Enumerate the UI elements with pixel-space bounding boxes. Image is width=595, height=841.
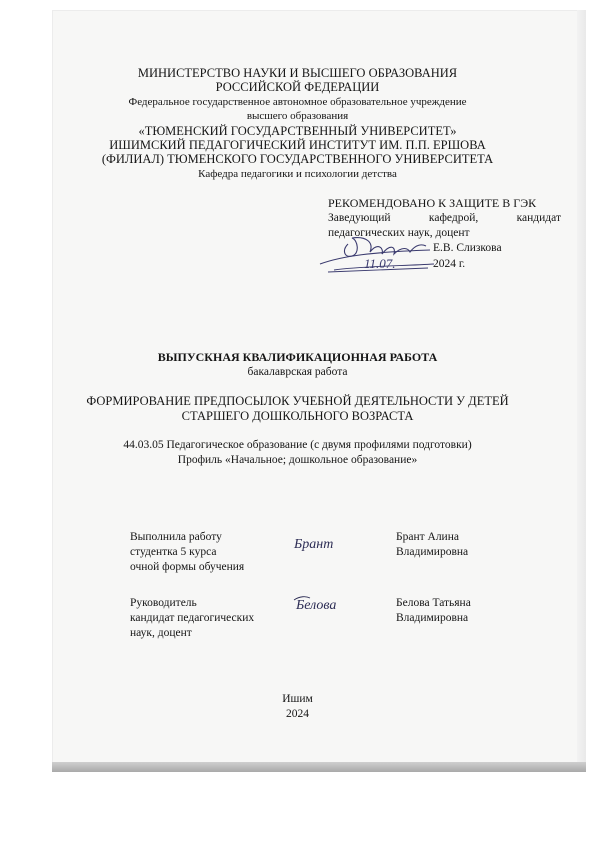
- approval-year: 2024 г.: [433, 258, 466, 270]
- scan-bottom-edge: [52, 762, 586, 772]
- city: Ишим: [282, 693, 313, 705]
- topic-line-2: СТАРШЕГО ДОШКОЛЬНОГО ВОЗРАСТА: [181, 409, 414, 423]
- education-level: высшего образования: [246, 110, 349, 122]
- year: 2024: [286, 708, 309, 720]
- supervisor-signature-icon: [292, 592, 370, 618]
- supervisor-role-3: наук, доцент: [130, 627, 192, 639]
- date-handwritten-icon: [322, 252, 434, 276]
- work-type: бакалаврская работа: [247, 366, 348, 378]
- student-name-2: Владимировна: [396, 546, 469, 558]
- study-direction: 44.03.05 Педагогическое образование (с двумя профилями подготовки): [123, 439, 472, 451]
- approval-word-1: Заведующий: [328, 212, 391, 224]
- approval-title: РЕКОМЕНДОВАНО К ЗАЩИТЕ В ГЭК: [328, 196, 537, 210]
- approval-position-line: [328, 211, 561, 226]
- student-name-1: Брант Алина: [396, 531, 459, 543]
- student-signature-text: Брант: [294, 537, 334, 552]
- approval-word-3: кандидат: [516, 212, 561, 224]
- institute-name: ИШИМСКИЙ ПЕДАГОГИЧЕСКИЙ ИНСТИТУТ ИМ. П.П. ЕРШОВА: [109, 138, 486, 152]
- institution-type: Федеральное государственное автономное образовательное учреждение: [128, 96, 467, 108]
- student-role-2: студентка 5 курса: [130, 546, 217, 558]
- approval-signer: Е.В. Слизкова: [433, 242, 502, 254]
- department-name: Кафедра педагогики и психологии детства: [198, 168, 397, 180]
- approval-word-2: кафедрой,: [428, 212, 479, 224]
- student-role-3: очной формы обучения: [130, 561, 245, 573]
- approval-degree: педагогических наук, доцент: [328, 227, 470, 239]
- supervisor-name-2: Владимировна: [396, 612, 469, 624]
- topic-line-1: ФОРМИРОВАНИЕ ПРЕДПОСЫЛОК УЧЕБНОЙ ДЕЯТЕЛЬНОСТИ У ДЕТЕЙ: [86, 394, 509, 408]
- supervisor-signature-text: Белова: [296, 598, 337, 613]
- ministry-line-2: РОССИЙСКОЙ ФЕДЕРАЦИИ: [215, 80, 380, 94]
- branch-name: (ФИЛИАЛ) ТЮМЕНСКОГО ГОСУДАРСТВЕННОГО УНИВЕРСИТЕТА: [101, 152, 494, 166]
- university-name: «ТЮМЕНСКИЙ ГОСУДАРСТВЕННЫЙ УНИВЕРСИТЕТ»: [138, 124, 457, 138]
- approval-date-handwritten: 11.07.: [364, 256, 396, 271]
- student-role-1: Выполнила работу: [130, 531, 222, 543]
- supervisor-role-2: кандидат педагогических: [130, 612, 255, 624]
- student-signature-icon: [292, 530, 352, 558]
- work-title: ВЫПУСКНАЯ КВАЛИФИКАЦИОННАЯ РАБОТА: [157, 350, 438, 364]
- supervisor-role-1: Руководитель: [130, 597, 197, 609]
- ministry-line-1: МИНИСТЕРСТВО НАУКИ И ВЫСШЕГО ОБРАЗОВАНИЯ: [137, 66, 458, 80]
- supervisor-name-1: Белова Татьяна: [396, 597, 471, 609]
- study-profile: Профиль «Начальное; дошкольное образование»: [177, 454, 418, 466]
